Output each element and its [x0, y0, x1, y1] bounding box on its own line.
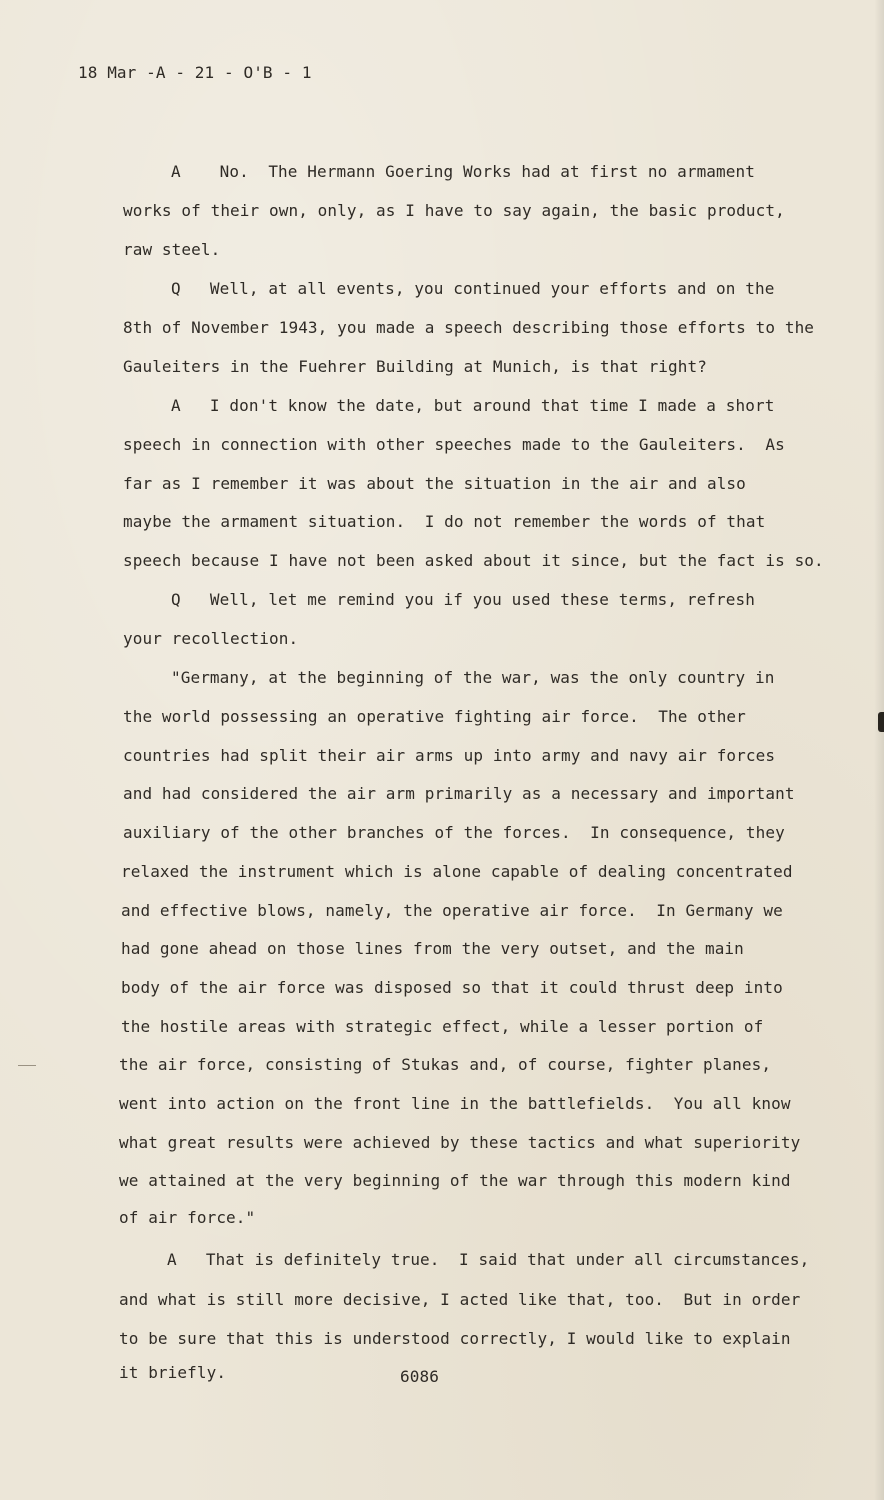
text-line-1: A No. The Hermann Goering Works had at first no armament: [171, 162, 755, 181]
text-line-19: relaxed the instrument which is alone capable of dealing concentrated: [121, 862, 793, 881]
text-line-12: Q Well, let me remind you if you used these terms, refresh: [171, 590, 755, 609]
text-line-31: to be sure that this is understood correctly, I would like to explain: [119, 1329, 791, 1348]
text-line-28: of air force.": [119, 1208, 256, 1227]
text-line-21: had gone ahead on those lines from the very outset, and the main: [121, 939, 744, 958]
text-line-17: and had considered the air arm primarily as a necessary and important: [123, 784, 795, 803]
text-line-10: maybe the armament situation. I do not remember the words of that: [123, 512, 766, 531]
text-line-5: 8th of November 1943, you made a speech describing those efforts to the: [123, 318, 815, 337]
text-line-26: what great results were achieved by these tactics and what superiority: [119, 1133, 801, 1152]
text-line-32: it briefly.: [119, 1363, 227, 1382]
text-line-29: A That is definitely true. I said that under all circumstances,: [167, 1250, 810, 1269]
text-line-20: and effective blows, namely, the operative air force. In Germany we: [121, 901, 783, 920]
page-header: 18 Mar -A - 21 - O'B - 1: [78, 63, 312, 82]
text-line-11: speech because I have not been asked about it since, but the fact is so.: [123, 551, 824, 570]
stray-mark: [18, 1065, 36, 1066]
text-line-30: and what is still more decisive, I acted like that, too. But in order: [119, 1290, 801, 1309]
text-line-24: the air force, consisting of Stukas and, of course, fighter planes,: [119, 1055, 772, 1074]
text-line-7: A I don't know the date, but around that time I made a short: [171, 396, 775, 415]
text-line-6: Gauleiters in the Fuehrer Building at Munich, is that right?: [123, 357, 707, 376]
text-line-4: Q Well, at all events, you continued your efforts and on the: [171, 279, 775, 298]
text-line-22: body of the air force was disposed so that it could thrust deep into: [121, 978, 783, 997]
page-number: 6086: [400, 1367, 439, 1386]
text-line-25: went into action on the front line in the battlefields. You all know: [119, 1094, 791, 1113]
text-line-13: your recollection.: [123, 629, 299, 648]
text-line-8: speech in connection with other speeches made to the Gauleiters. As: [123, 435, 785, 454]
text-line-9: far as I remember it was about the situation in the air and also: [123, 474, 746, 493]
text-line-23: the hostile areas with strategic effect, while a lesser portion of: [121, 1017, 764, 1036]
page-edge-shadow: [874, 0, 884, 1500]
text-line-3: raw steel.: [123, 240, 221, 259]
text-line-15: the world possessing an operative fighting air force. The other: [123, 707, 746, 726]
text-line-14: "Germany, at the beginning of the war, was the only country in: [171, 668, 775, 687]
text-line-27: we attained at the very beginning of the war through this modern kind: [119, 1171, 791, 1190]
text-line-16: countries had split their air arms up into army and navy air forces: [123, 746, 776, 765]
text-line-2: works of their own, only, as I have to say again, the basic product,: [123, 201, 785, 220]
text-line-18: auxiliary of the other branches of the forces. In consequence, they: [123, 823, 785, 842]
